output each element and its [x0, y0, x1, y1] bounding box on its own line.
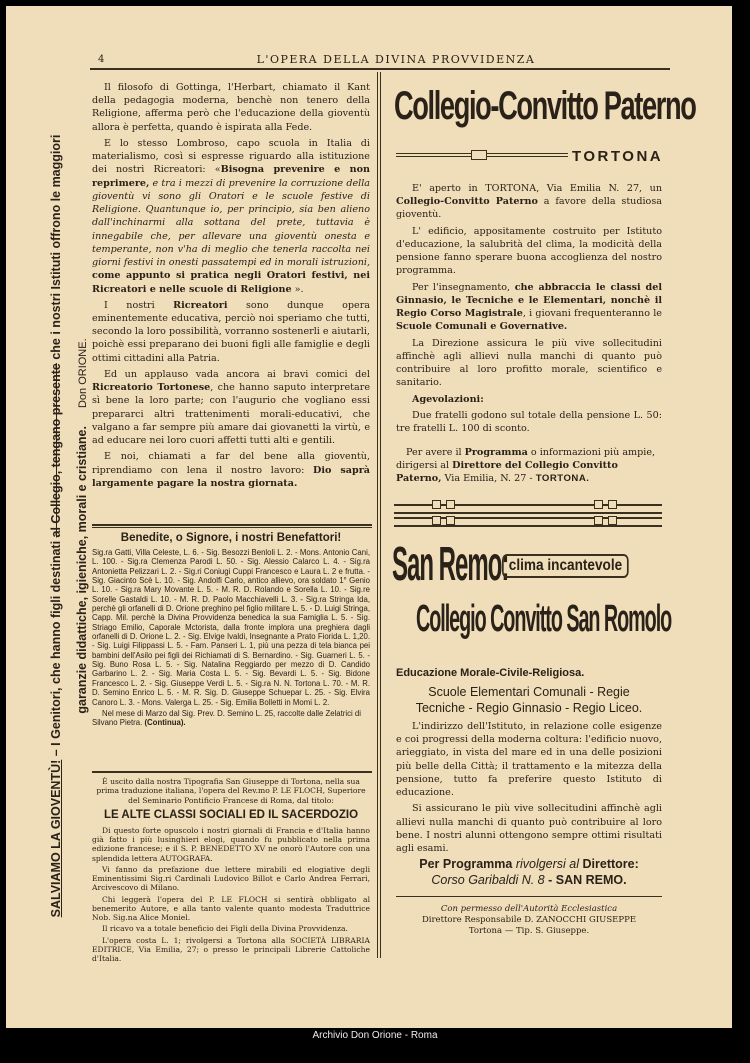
benefactors-title: Benedite, o Signore, i nostri Benefattori!: [120, 532, 342, 544]
column-divider: [377, 72, 378, 958]
agevolazioni-label: Agevolazioni:: [412, 393, 484, 405]
collegio-paragraph: L' edificio, appositamente costruito per Istituto d'educazione, la salubrità del clima, la modicità della pensione fanno sperare buona accoglienza del nostro programma.: [396, 225, 662, 277]
header-rule: [90, 68, 670, 70]
imprint-line: Con permesso dell'Autorità Ecclesiastica: [440, 904, 618, 914]
article-text: , che hanno saputo interpretare sì bene la loro parte; con l'augurio che vogliano essi prepararci altri trattenimenti morali-educativi, che valgano a far sempre più amare dai giovanetti la virtù, e ad educare nei loro cuori affetti tutti alti e gentili.: [92, 382, 370, 447]
decorative-square: [608, 500, 617, 509]
running-head: L'OPERA DELLA DIVINA PROVVIDENZA: [256, 53, 536, 66]
article-bold: Bisogna prevenire e non reprimere,: [92, 164, 370, 189]
continua-label: (Continua).: [144, 718, 186, 728]
book-paragraph: Vi fanno da prefazione due lettere mirabili ed elogiative degli Eminentissimi Sig.ri Cardinali Ludovico Billot e Carlo Andrea Ferrari, Arcivescovo di Milano.: [92, 864, 370, 893]
newspaper-page: [6, 6, 732, 1028]
decorative-square: [608, 516, 617, 525]
imprint-line: Tortona — Tip. S. Giuseppe.: [468, 926, 590, 937]
decorative-square: [594, 516, 603, 525]
collegio-paragraph: [396, 281, 662, 334]
appeal-strike-text: al Collegio, tengano presente: [49, 363, 63, 538]
article-paragraph: [92, 368, 370, 447]
footer-rule: [396, 896, 662, 897]
article-bold: Ricreatori: [173, 299, 228, 311]
vertical-appeal-line-2: [75, 338, 89, 713]
san-remo-paragraph: L'indirizzo dell'Istituto, in relazione colle esigenze e coi progressi della moderna coltura: l'edificio nuovo, arieggiato, in vista del mare ed in una delle posizioni più belle della Città; il trattamento e la mitezza della pensione, tutto fa preferire questo Istituto di educazione.: [396, 721, 662, 799]
contact-text: Via Emilia, N. 27 -: [441, 473, 536, 485]
collegio-bold: Collegio-Convitto Paterno: [396, 196, 538, 208]
contact-bold: Programma: [464, 447, 528, 458]
section-rule: [92, 527, 372, 528]
book-paragraph: L'opera costa L. 1; rivolgersi a Tortona alla SOCIETÀ LIBRARIA EDITRICE, Via Emilia, 27; o presso le principali Librerie Cattoliche d'Italia.: [92, 935, 370, 964]
appeal-signature: Don ORIONE.: [77, 338, 89, 409]
appeal-text-a: – I Genitori, che hanno figli destinati: [49, 537, 63, 760]
benefactors-list: Sig.ra Gatti, Villa Celeste, L. 6. - Sig. Besozzi Benloli L. 2. - Mons. Antonio Cani, L. 100. - Sig.ra Clemenza Parodi L. 50. - Sig. Alessio Calarco L. 4. - Sig.ra Antonietta Pelizzari L. 2. - Sig.ri Coniugi Cuppi Francesco e Laura L. 2 e frutta. - Sig. Giacinto Scè L. 10. - Sig. Andolfi Carlo, antico allievo, ora soldato 1° Genio L. 10. - Sig.ra Mary Movante L. 5. - M. R. D. Rolando e Sorella L. 10. - Sig.re Sorelle Gastaldi L. 10. - M. R. D. Paolo Macchiavelli L. 3. - Sig.ra Stringa Ida, perchè gli orfanelli di D. Orione preghino pel figlio militare L. 5. - D. Luigi Stringa, Capp. Mil. perchè la Divina Provvidenza benedica la sua Famiglia L. 5. - Sig. Striago Emilio, Caporale Mctorista, dalla fronte implora una preghiera dagli orfanelli di D. Orione L. 2. - Sig. Elvige Ivaldi, Insegnante a Prato Fiorida L. 1,20. - Sig. Luigi Filippassi L. 5. - Fam. Panseri L. 1, più una pezza di tela bianca pei bambini dell'Asilo pei figli dei Richiamati di S. Bernardino. - Sig. Guarneri L. 5. - Sig. Buno Rosa L. 5. - Sig. Natalina Reggiardo per mezzo di D. Candido Garbarino L. 2. - Sig. Maria Costa L. 5. - Sig. Bevardi L. 5. - Sig. Bidone Francesco L. 2. - Sig. Giuseppe Verdi L. 5. - Sig.ra N. N. Tortona L. 70. - M. R. D. Semino Enrico L. 5. - M. R. Sig. D. Giuseppe Schuepar L. 25. - Sig. Elvira Canoro L. 3. - Mons. Valerga L. 25. - Sig. Emilia Bolletti in Momi L. 2.: [92, 548, 370, 707]
collegio-text: Per l'insegnamento,: [412, 281, 515, 293]
appeal-text-c: garanzie didattiche, igieniche, morali e cristiane.: [75, 426, 89, 714]
article-paragraph: [92, 137, 370, 296]
address-italic: Corso Garibaldi N. 8: [431, 873, 545, 888]
decorative-square: [594, 500, 603, 509]
agevolazioni-text: Due fratelli godono sul totale della pensione L. 50: tre fratelli L. 100 di sconto.: [396, 409, 662, 434]
program-italic: rivolgersi al: [515, 857, 580, 871]
article-text: I nostri: [104, 299, 174, 311]
book-paragraph: Di questo forte opuscolo i nostri giornali di Francia e d'Italia hanno già fatto i più lusinghieri elogi, quando fu pubblicato nella prima edizione francese; e il S. P. BENEDETTO XV ne onorò l'Autore con una splendida lettera AUTOGRAFA.: [92, 825, 370, 863]
article-italic: e tra i mezzi di prevenire la corruzione della gioventù vi sono gli Oratori e le scuole festive di Religione. Quantunque io, per principio, sia ben alieno dall'inchinarmi alla sottana del prete, tuttavia è innegabile che, per allevare una gioventù onesta e temperante, non v'ha di meglio che tenerla raccolta nei giorni festivi in onesti passatempi ed in morali istruzioni,: [92, 177, 370, 269]
vertical-appeal-line-1: [49, 135, 63, 918]
collegio-bold: Scuole Comunali e Governative.: [396, 321, 568, 333]
san-remo-paragraph: Si assicurano le più vive sollecitudini affinchè agli allievi nulla manchi di quanto può contribuire al loro bene. I nostri alunni ottengono sempre ottimi risultati agli esami.: [396, 803, 662, 855]
ornament-box: [471, 150, 487, 160]
contact-text: Per avere il: [406, 447, 465, 458]
benefactors-note: [92, 709, 370, 728]
article-text: ».: [291, 283, 304, 295]
address-city: - SAN REMO.: [544, 873, 627, 888]
book-paragraph: Chi leggerà l'opera del P. LE FLOCH si sentirà obbligato al benemerito Autore, e alla tanto valente quanto modesta Traduttrice Nob. Sig.na Alice Moniel.: [92, 894, 370, 923]
left-article: [92, 81, 370, 493]
article-paragraph: [92, 81, 370, 134]
section-rule: [92, 524, 372, 526]
schools-line: Scuole Elementari Comunali - Regie: [428, 685, 630, 699]
contact-text: o informazioni più ampie, dirigersi al: [396, 447, 656, 472]
decorative-square: [446, 516, 455, 525]
san-romolo-title: Collegio Convitto San Romolo: [416, 598, 672, 640]
contact-bold: Direttore del Collegio Convitto Paterno,: [396, 460, 618, 485]
archive-credit: Archivio Don Orione - Roma: [312, 1030, 438, 1041]
education-line: Educazione Morale-Civile-Religiosa.: [396, 667, 585, 679]
collegio-text: , i giovani frequenteranno le: [522, 308, 662, 320]
collegio-bold: che abbraccia le classi del Ginnasio, le Tecniche e le Elementari, nonchè il Regio Corso Magistrale: [396, 281, 662, 320]
program-text: Per Programma: [419, 857, 516, 871]
collegio-text: a favore della studiosa gioventù.: [396, 196, 662, 221]
article-bold: Ricreatorio Tortonese: [92, 382, 211, 394]
article-text: Ed un applauso vada ancora ai bravi comici del: [104, 368, 370, 380]
san-remo-tagline: clima incantevole: [502, 554, 629, 578]
decorative-square: [432, 516, 441, 525]
benefactors-note-text: Nel mese di Marzo dal Sig. Prev. D. Semino L. 25, raccolte dalle Zelatrici di Silvano Pietra.: [92, 708, 361, 728]
collegio-text: E' aperto in TORTONA, Via Emilia N. 27, un: [412, 183, 662, 194]
book-intro: È uscito dalla nostra Tipografia San Giuseppe di Tortona, nella sua prima traduzione italiana, l'opera del Rev.mo P. LE FLOCH, Superiore del Seminario Pontificio Francese di Roma, dal titolo:: [96, 777, 366, 805]
article-paragraph: [92, 299, 370, 365]
decorative-square: [446, 500, 455, 509]
san-remo-title: San Remo:: [392, 538, 509, 591]
article-bold: come appunto si pratica negli Oratori festivi, nei Ricreatori e nelle scuole di Religione: [92, 270, 370, 295]
article-text: Il filosofo di Gottinga, l'Herbart, chiamato il Kant della pedagogia moderna, benchè non tenero della Religione, afferma però che l'educazione della gioventù allora è perfetta, quando è ispirata alla Fede.: [92, 82, 370, 133]
section-rule: [92, 771, 372, 773]
book-paragraph: Il ricavo va a totale beneficio dei Figli della Divina Provvidenza.: [102, 924, 348, 934]
schools-list: [396, 684, 662, 717]
collegio-city: TORTONA: [572, 148, 664, 165]
collegio-paterno-body: [396, 182, 662, 438]
article-text: sono dunque opera eminentemente educativa, perciò noi speriamo che tutti, secondo la loro possibilità, vorranno sostenerli e aiutarli, poichè essi preparano dei buoni figli alle famiglie e degli ottimi cittadini alla Patria.: [92, 299, 370, 364]
appeal-headline: SALVIAMO LA GIOVENTÙ!: [49, 759, 63, 918]
article-text: E lo stesso Lombroso, capo scuola in Italia di materialismo, così si espresse riguardo alla istituzione dei nostri Ricreatori: «: [92, 137, 370, 176]
contact-city: TORTONA.: [535, 473, 590, 485]
appeal-text-b: che i nostri Istituti offrono le maggiori: [49, 134, 63, 364]
collegio-paragraph: La Direzione assicura le più vive sollecitudini affinchè agli allievi nulla manchi di quanto può contribuire al loro profitto morale, scientifico e sanitario.: [396, 337, 662, 389]
book-announcement: [92, 777, 370, 965]
column-divider: [380, 72, 381, 958]
collegio-contact: [396, 446, 662, 486]
imprint-line: Direttore Responsabile D. ZANOCCHI GIUSEPPE: [421, 915, 637, 926]
article-bold: Dio saprà largamente pagare la nostra giornata.: [92, 464, 370, 489]
book-title: LE ALTE CLASSI SOCIALI ED IL SACERDOZIO: [103, 808, 359, 821]
decorative-square: [432, 500, 441, 509]
article-paragraph: [92, 450, 370, 490]
footer-imprint: [396, 904, 662, 937]
program-text: Direttore:: [579, 857, 639, 871]
page-number: 4: [98, 54, 105, 65]
san-remo-contact: [396, 856, 662, 889]
schools-line: Tecniche - Regio Ginnasio - Regio Liceo.: [415, 701, 643, 716]
collegio-paterno-title: Collegio-Convitto Paterno: [394, 84, 696, 128]
benefactors-section: [92, 532, 370, 728]
collegio-paragraph: [396, 182, 662, 222]
article-text: E noi, chiamati a far del bene alla gioventù, riprendiamo con lena il nostro lavoro:: [92, 451, 370, 476]
san-remo-body: [396, 720, 662, 858]
